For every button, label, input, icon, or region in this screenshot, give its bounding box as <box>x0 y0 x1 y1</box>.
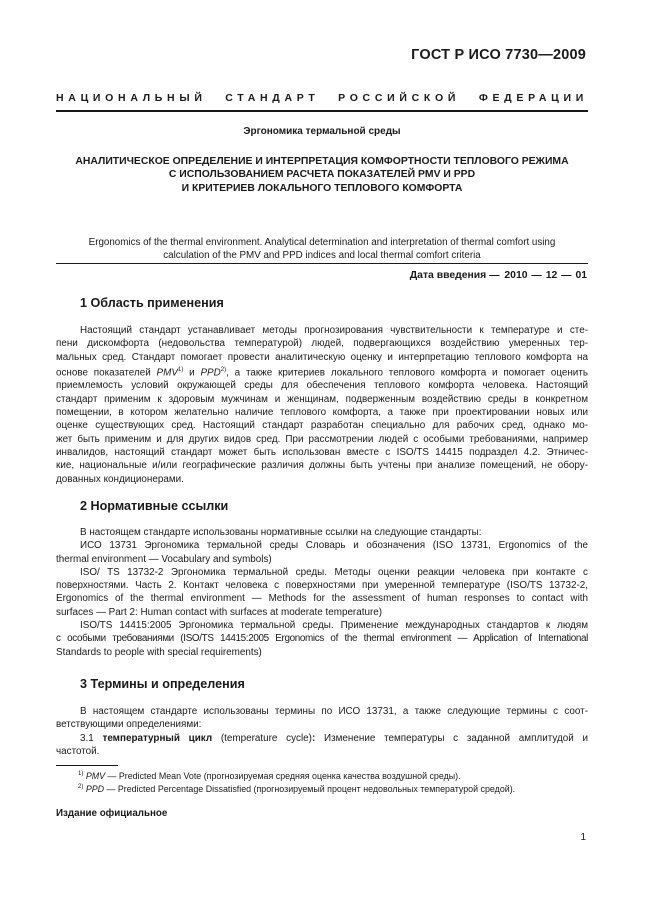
text-line: кие, национальные и/или географические различия должны быть учтены при анализе помещений, не обору- <box>56 460 588 472</box>
intro-date-month: 12 <box>545 270 558 281</box>
term-name: температурный цикл <box>102 732 213 744</box>
section-2-heading: 2 Нормативные ссылки <box>80 499 229 513</box>
text-line: ИСО 13731 Эргономика термальной среды Словарь и обозначения (ISO 13731, Ergonomics of the <box>80 540 588 552</box>
text-line: Ergonomics of the thermal environment — Methods for the assessment of human responses to contact with <box>56 593 588 605</box>
main-title-line: АНАЛИТИЧЕСКОЕ ОПРЕДЕЛЕНИЕ И ИНТЕРПРЕТАЦИЯ КОМФОРТНОСТИ ТЕПЛОВОГО РЕЖИМА <box>75 156 569 167</box>
text-line: с особыми требованиями (ISO/TS 14415:2005 Ergonomics of the thermal environment — Application of International <box>56 633 588 645</box>
introduction-date: Дата введения — 2010 — 12 — 01 <box>409 270 587 281</box>
ppd-term: PPD <box>200 367 221 379</box>
footnote-1: $^{1)}$ PMV — Predicted Mean Vote (прогнозируемая средняя оценка качества воздушной среды). <box>78 771 461 781</box>
text-line: ISO/ TS 13732-2 Эргономика термальной среды. Методы оценки реакции человека при контакте с <box>80 566 588 578</box>
intro-date-year: 2010 <box>504 270 528 281</box>
text-line: мальных сред. Стандарт помогает провести аналитическую оценку и интерпретацию теплового комфорта на <box>56 351 588 363</box>
text-line: ветствующими определениями: <box>56 719 202 731</box>
intro-date-day: 01 <box>575 270 587 281</box>
footnote-2: $^{2)}$ PPD — Predicted Percentage Dissatisfied (прогнозируемый процент недовольных температурой средой). <box>78 784 516 794</box>
text-line: оценке существующих сред. Настоящий стандарт разработан специально для рабочих сред, однако мо- <box>56 420 588 432</box>
footnote-ref-1: 1) <box>177 366 184 373</box>
text-line: В настоящем стандарте использованы термины по ИСО 13731, а также следующие термины с соот- <box>80 706 588 717</box>
english-title <box>56 236 588 262</box>
text-line: В настоящем стандарте использованы нормативные ссылки на следующие стандарты: <box>80 527 482 538</box>
text-line: жет быть применим и для других видов сред. При рассмотрении людей с особыми требованиями, например <box>56 433 588 445</box>
section-3-heading: 3 Термины и определения <box>80 677 245 691</box>
footnote-ref-2: 2) <box>220 366 227 373</box>
page-number: 1 <box>580 832 586 843</box>
pmv-term: PMV <box>156 367 178 379</box>
text-line: помещении, в котором желательно наличие теплового комфорта, а также при проектировании новых или <box>56 407 588 419</box>
text-line: дованных кондиционерами. <box>56 473 184 485</box>
section-1-heading: 1 Область применения <box>80 296 224 310</box>
english-title-line: Ergonomics of the thermal environment. Analytical determination and interpretation of thermal comfort using <box>88 237 556 248</box>
english-title-line: calculation of the PMV and PPD indices and local thermal comfort criteria <box>163 250 481 261</box>
header-rule <box>56 110 588 112</box>
topic-title: Эргономика термальной среды <box>243 126 401 137</box>
main-title-line: И КРИТЕРИЕВ ЛОКАЛЬНОГО ТЕПЛОВОГО КОМФОРТА <box>181 182 463 194</box>
text-line: Standards to people with special requirements) <box>56 646 262 658</box>
standard-number: ГОСТ Р ИСО 7730—2009 <box>411 47 586 63</box>
section-3-body <box>56 705 588 758</box>
text-line: стандарт применим к здоровым мужчинам и женщинам, подверженным воздействию среды в конкретном <box>56 393 588 405</box>
section-2-body <box>56 526 588 659</box>
text-line: приемлемость условий окружающей среды для обеспечения теплового комфорта человека. Настоящий <box>56 380 588 392</box>
national-standard-title: НАЦИОНАЛЬНЫЙ СТАНДАРТ РОССИЙСКОЙ ФЕДЕРАЦИИ <box>56 92 588 104</box>
section-1-body <box>56 324 588 486</box>
text-line: surfaces — Part 2: Human contact with surfaces at moderate temperature) <box>56 606 383 618</box>
text-line: основе показателей PMV$^{1)}$ и PPD$^{2)}$, а также критериев локального теплового комфорта и помогает оценить <box>56 366 588 379</box>
official-edition-label: Издание официальное <box>56 808 168 819</box>
text-line: Настоящий стандарт устанавливает методы прогнозирования чувствительности к температуре и сте- <box>80 325 588 336</box>
text-line: инвалидов, настоящий стандарт может быть использован вместе с ISO/TS 14415 подраздел 4.2. Этничес- <box>56 446 588 458</box>
text-line: ISO/TS 14415:2005 Эргономика термальной среды. Применение международных стандартов к людям <box>80 620 588 632</box>
main-title-line: С ИСПОЛЬЗОВАНИЕМ РАСЧЕТА ПОКАЗАТЕЛЕЙ PMV И PPD <box>168 169 476 181</box>
text-line: частотой. <box>56 745 100 757</box>
text-line: thermal environment — Vocabulary and symbols) <box>56 553 272 565</box>
footnote-rule <box>56 765 118 766</box>
intro-date-label: Дата введения — <box>409 270 500 281</box>
main-title <box>56 155 588 195</box>
text-line: поверхностями. Часть 2. Контакт человека с поверхностями при умеренной температуре (ISO/TS 13732-2, <box>56 580 588 592</box>
text-line: пени дискомфорта (недовольства температурой) людей, подвергающихся воздействию умеренных тер- <box>56 338 588 350</box>
title-rule <box>56 263 588 264</box>
term-definition: 3.1 температурный цикл (temperature cycle): Изменение температуры с заданной амплитудой и <box>80 732 588 744</box>
